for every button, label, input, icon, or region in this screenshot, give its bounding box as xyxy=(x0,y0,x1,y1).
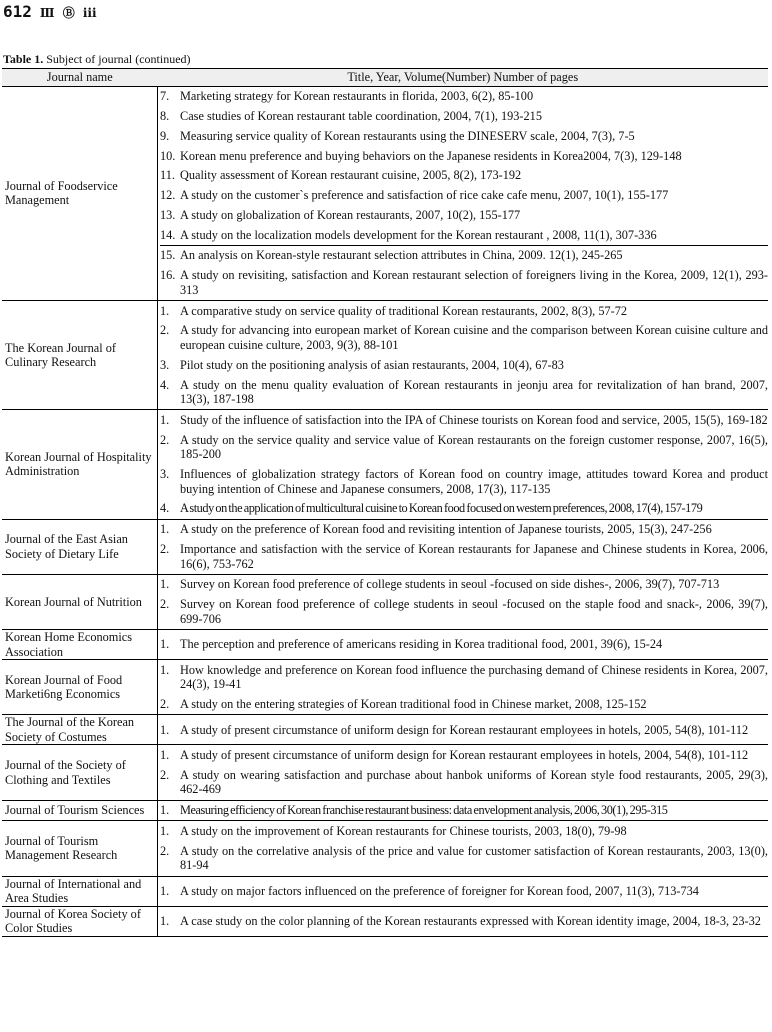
entry-number: 2. xyxy=(160,432,170,447)
title-list xyxy=(158,715,769,745)
table-row xyxy=(2,86,768,300)
entry-number: 1. xyxy=(160,577,170,592)
entry-title: A study on the service quality and service value of Korean restaurants on the foreign customer response, 2007, 16(5), 185-200 xyxy=(180,432,768,462)
title-list xyxy=(158,906,769,936)
journal-name-text: Korean Home Economics Association xyxy=(5,629,133,659)
title-list xyxy=(158,629,769,659)
entry-title: A study on the localization models development for the Korean restaurant , 2008, 11(1), 307-336 xyxy=(180,227,657,242)
list-item xyxy=(160,186,768,206)
table-row xyxy=(2,745,768,800)
table-row xyxy=(2,574,768,629)
col-journal-header: Journal name xyxy=(2,69,158,87)
entry-title: Study of the influence of satisfaction into the IPA of Chinese tourists on Korean food and service, 2005, 15(5), 169-182 xyxy=(180,412,768,427)
entry-title: A study on wearing satisfaction and purchase about hanbok uniforms of Korean style food restaurants, 2005, 29(3), 462-469 xyxy=(180,767,768,797)
table-row xyxy=(2,519,768,574)
journal-name-text: Journal of the Society of Clothing and Textiles xyxy=(5,757,126,787)
journal-name-text: The Journal of the Korean Society of Costumes xyxy=(5,715,135,744)
entry-title: A study for advancing into european market of Korean cuisine and the comparison between Korean cuisine culture and european cuisine culture, 2003, 9(3), 88-101 xyxy=(180,323,768,352)
entry-title: Measuring service quality of Korean restaurants using the DINESERV scale, 2004, 7(3), 7-5 xyxy=(180,128,635,143)
entry-title: Importance and satisfaction with the service of Korean restaurants for Japanese and Chinese students in Korea, 2006, 16(6), 753-762 xyxy=(180,542,768,571)
entry-title: A study on major factors influenced on the preference of foreigner for Korean food, 2007, 11(3), 713-734 xyxy=(180,883,699,898)
list-item xyxy=(160,126,768,146)
list-item xyxy=(160,146,768,166)
list-item xyxy=(160,205,768,225)
list-item xyxy=(160,464,768,498)
title-list xyxy=(158,301,769,410)
journal-name xyxy=(2,629,158,659)
entry-title: A study on the preference of Korean food and revisiting intention of Japanese tourists, 2005, 15(3), 247-256 xyxy=(180,522,712,537)
list-item xyxy=(160,635,768,655)
journal-name-text: Korean Journal of Food Marketi6ng Economics xyxy=(5,672,123,702)
journal-name xyxy=(2,876,158,906)
list-item xyxy=(160,765,768,799)
list-item xyxy=(160,410,768,430)
entry-number: 1. xyxy=(160,662,170,677)
journal-name xyxy=(2,745,158,800)
table-row xyxy=(2,715,768,745)
entry-number: 1. xyxy=(160,722,170,737)
title-list xyxy=(158,519,769,574)
entry-number: 1. xyxy=(160,412,170,427)
entry-number: 1. xyxy=(160,303,170,318)
table-header-row xyxy=(2,69,768,87)
entry-title: The perception and preference of americans residing in Korea traditional food, 2001, 39(6), 15-24 xyxy=(180,637,663,652)
table-caption-text: Subject of journal (continued) xyxy=(46,52,191,66)
title-list xyxy=(158,574,769,629)
journal-name-text: Journal of the East Asian Society of Dietary Life xyxy=(5,532,128,561)
journal-name-text: Korean Journal of Nutrition xyxy=(5,594,142,609)
entry-title: Marketing strategy for Korean restaurants in florida, 2003, 6(2), 85-100 xyxy=(180,89,534,104)
journal-name-text: The Korean Journal of Culinary Research xyxy=(5,340,116,370)
entry-number: 13. xyxy=(160,207,176,222)
entry-number: 15. xyxy=(160,248,176,263)
list-item xyxy=(160,821,768,841)
entry-number: 1. xyxy=(160,803,170,818)
list-item xyxy=(160,720,768,740)
entry-number: 2. xyxy=(160,597,170,612)
entry-number: 1. xyxy=(160,824,170,838)
entry-title: A comparative study on service quality of traditional Korean restaurants, 2002, 8(3), 57-72 xyxy=(180,303,628,318)
journal-name xyxy=(2,715,158,745)
entry-number: 12. xyxy=(160,188,176,203)
entry-title: A study on the customer`s preference and satisfaction of rice cake cafe menu, 2007, 10(1), 155-177 xyxy=(180,188,669,203)
entry-title: Case studies of Korean restaurant table coordination, 2004, 7(1), 193-215 xyxy=(180,108,542,123)
table-row xyxy=(2,800,768,821)
entry-number: 14. xyxy=(160,227,176,242)
list-item xyxy=(160,881,768,901)
entry-number: 2. xyxy=(160,697,170,712)
list-item xyxy=(160,595,768,629)
journal-name xyxy=(2,410,158,519)
entry-title: A study on the entering strategies of Korean traditional food in Chinese market, 2008, 125-152 xyxy=(180,697,647,712)
table-row xyxy=(2,660,768,715)
title-list xyxy=(158,410,769,519)
table-row xyxy=(2,876,768,906)
journal-name xyxy=(2,821,158,876)
entry-number: 2. xyxy=(160,767,170,782)
entry-number: 7. xyxy=(160,89,170,104)
title-list xyxy=(158,745,769,800)
entry-title: Korean menu preference and buying behaviors on the Japanese residents in Korea2004, 7(3), 129-148 xyxy=(180,148,682,163)
table-row xyxy=(2,906,768,936)
list-item xyxy=(160,87,768,107)
entry-number: 10. xyxy=(160,148,176,163)
table-row xyxy=(2,629,768,659)
table-row xyxy=(2,301,768,410)
page-number: 612 xyxy=(3,2,32,21)
table-row xyxy=(2,410,768,519)
entry-number: 9. xyxy=(160,128,170,143)
entry-number: 3. xyxy=(160,357,170,372)
entry-number: 1. xyxy=(160,914,170,929)
entry-number: 3. xyxy=(160,467,170,482)
entry-number: 2. xyxy=(160,542,170,556)
journal-name xyxy=(2,86,158,300)
journal-name-text: Journal of Tourism Sciences xyxy=(5,803,145,818)
list-item xyxy=(160,106,768,126)
journal-name-text: Journal of Korea Society of Color Studies xyxy=(5,906,141,936)
journal-name xyxy=(2,906,158,936)
entry-title: A study on the improvement of Korean restaurants for Chinese tourists, 2003, 18(0), 79-98 xyxy=(180,824,627,838)
entry-title: An analysis on Korean-style restaurant selection attributes in China, 2009. 12(1), 245-265 xyxy=(180,248,623,263)
title-list xyxy=(158,800,769,821)
list-item xyxy=(160,911,768,931)
entry-title: Measuring efficiency of Korean franchise restaurant business: data envelopment analysis, 2006, 30(1), 295-315 xyxy=(180,803,668,818)
entry-title: A study of present circumstance of uniform design for Korean restaurant employees in hotels, 2004, 54(8), 101-112 xyxy=(180,748,749,763)
entry-number: 1. xyxy=(160,748,170,763)
list-item xyxy=(160,575,768,595)
journal-abbrev: Ⅲ Ⓑ ⅲ xyxy=(39,6,99,20)
entry-title: Survey on Korean food preference of college students in seoul -focused on the staple food and snack-, 2006, 39(7), 699-706 xyxy=(180,597,768,626)
entry-title: A case study on the color planning of the Korean restaurants expressed with Korean identity image, 2004, 18-3, 23-32 xyxy=(180,914,761,929)
entry-title: Survey on Korean food preference of college students in seoul -focused on side dishes-, 2006, 39(7), 707-713 xyxy=(180,577,720,592)
journal-name xyxy=(2,519,158,574)
table-label: Table 1. xyxy=(3,52,44,66)
title-list xyxy=(158,660,769,715)
table-body xyxy=(2,86,768,936)
journal-name-text: Journal of Tourism Management Research xyxy=(5,833,118,863)
journal-name-text: Korean Journal of Hospitality Administration xyxy=(5,449,152,479)
col-titles-header: Title, Year, Volume(Number) Number of pages xyxy=(158,69,769,87)
entry-number: 11. xyxy=(160,168,175,183)
list-item xyxy=(160,375,768,409)
page-header xyxy=(3,2,99,22)
entry-number: 2. xyxy=(160,323,170,338)
list-item xyxy=(160,321,768,355)
list-item xyxy=(160,355,768,375)
journal-name-text: Journal of Foodservice Management xyxy=(5,178,118,208)
list-item xyxy=(160,801,768,821)
entry-title: A study on the application of multicultural cuisine to Korean food focused on western preferences, 2008, 17(4), 157-179 xyxy=(180,501,703,516)
entry-number: 16. xyxy=(160,268,176,283)
list-item xyxy=(160,266,768,300)
list-item xyxy=(160,499,768,519)
journal-name xyxy=(2,660,158,715)
title-list xyxy=(158,821,769,876)
journal-name xyxy=(2,800,158,821)
journal-name xyxy=(2,301,158,410)
entry-title: A study on the menu quality evaluation of Korean restaurants in jeonju area for revitalization of han brand, 2007, 13(3), 187-198 xyxy=(180,377,768,407)
list-item xyxy=(160,245,768,266)
list-item xyxy=(160,430,768,464)
entry-title: Influences of globalization strategy factors of Korean food on country image, attitudes toward Korea and product buying intention of Chinese and Japanese consumers, 2008, 17(3), 117-135 xyxy=(180,467,768,496)
table-row xyxy=(2,821,768,876)
journal-name-text: Journal of International and Area Studies xyxy=(5,876,142,906)
entry-number: 1. xyxy=(160,883,170,898)
list-item xyxy=(160,539,768,573)
title-list xyxy=(158,876,769,906)
entry-title: Pilot study on the positioning analysis of asian restaurants, 2004, 10(4), 67-83 xyxy=(180,357,564,372)
entry-title: Quality assessment of Korean restaurant cuisine, 2005, 8(2), 173-192 xyxy=(180,168,522,183)
entry-title: A study of present circumstance of uniform design for Korean restaurant employees in hotels, 2005, 54(8), 101-112 xyxy=(180,722,749,737)
entry-number: 4. xyxy=(160,501,170,516)
entry-title: How knowledge and preference on Korean food influence the purchasing demand of Chinese residents in Korea, 2007, 24(3), 19-41 xyxy=(180,662,768,692)
list-item xyxy=(160,660,768,694)
entry-number: 8. xyxy=(160,108,170,123)
list-item xyxy=(160,225,768,245)
list-item xyxy=(160,841,768,875)
entry-number: 4. xyxy=(160,377,170,392)
title-list xyxy=(158,86,769,300)
entry-number: 1. xyxy=(160,637,170,652)
list-item xyxy=(160,520,768,540)
entry-number: 1. xyxy=(160,522,170,537)
journal-name xyxy=(2,574,158,629)
journal-table xyxy=(2,68,768,937)
entry-number: 2. xyxy=(160,843,170,858)
list-item xyxy=(160,166,768,186)
list-item xyxy=(160,301,768,321)
list-item xyxy=(160,695,768,715)
entry-title: A study on the correlative analysis of the price and value for customer satisfaction of Korean restaurants, 2003, 13(0), 81-94 xyxy=(180,843,768,873)
list-item xyxy=(160,745,768,765)
entry-title: A study on revisiting, satisfaction and Korean restaurant selection of foreigners living in the Korea, 2009, 12(1), 293-313 xyxy=(180,268,768,297)
table-caption xyxy=(3,52,191,67)
entry-title: A study on globalization of Korean restaurants, 2007, 10(2), 155-177 xyxy=(180,207,521,222)
